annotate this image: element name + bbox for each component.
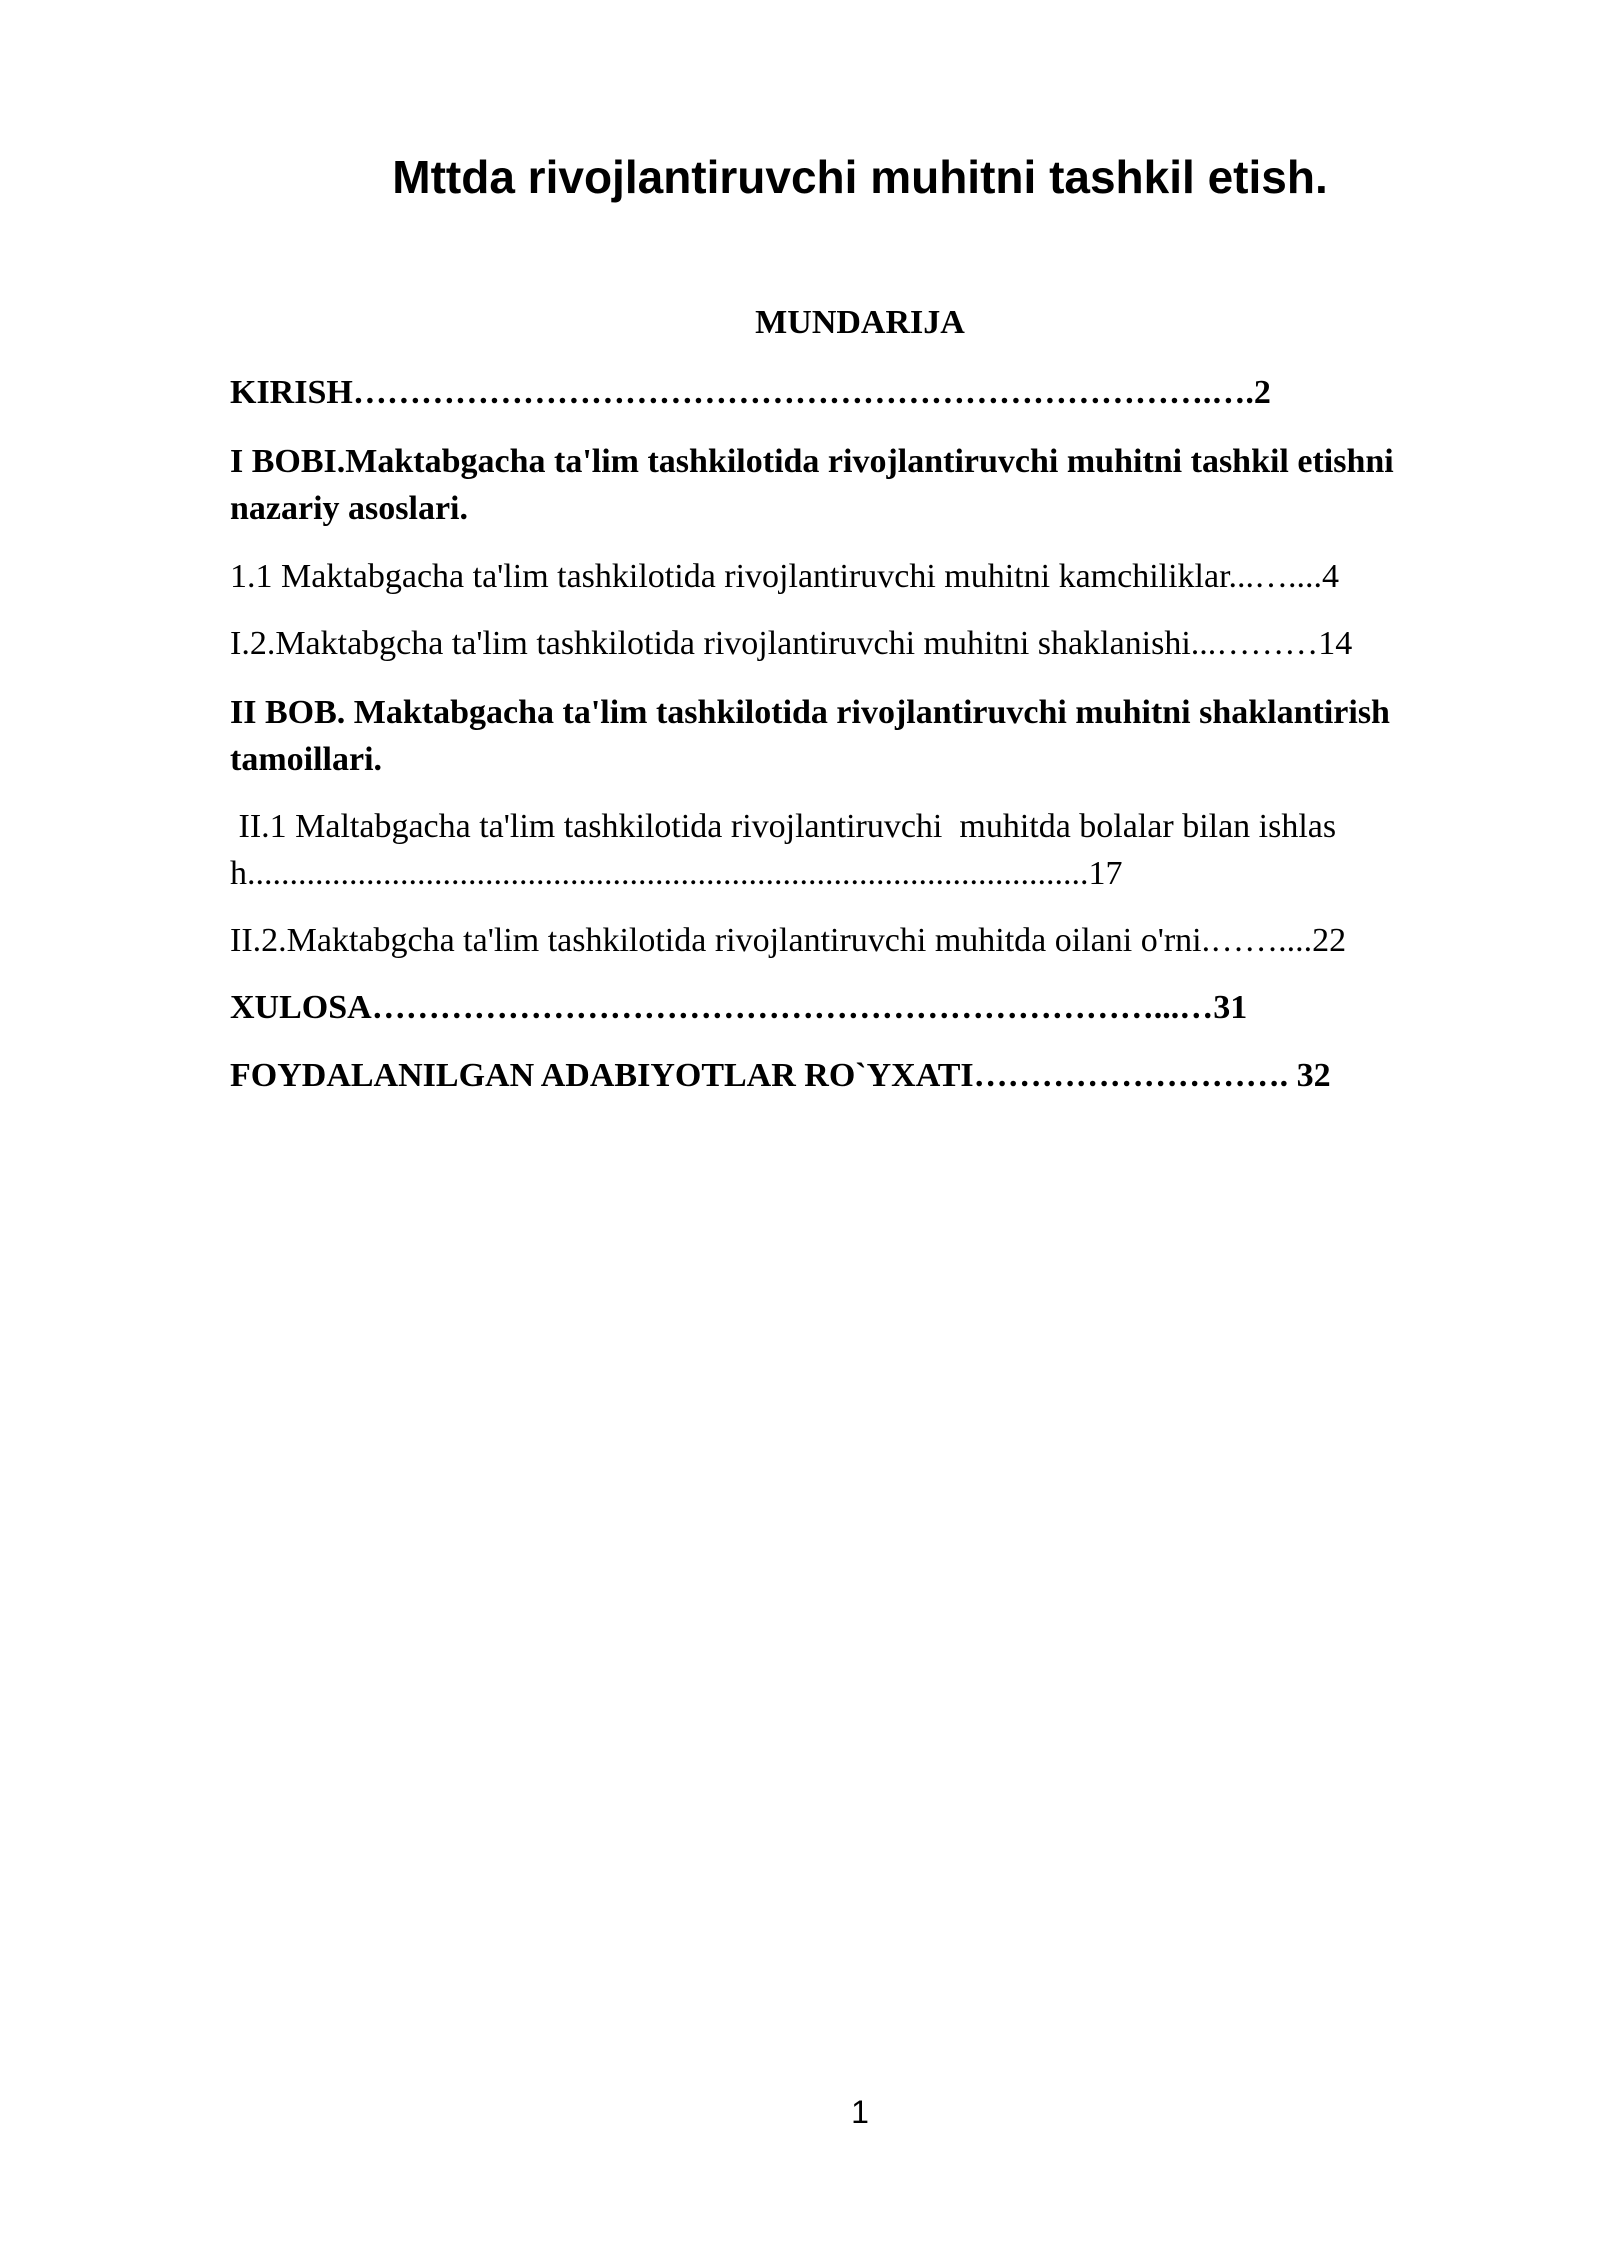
toc-entry-section-1-1: 1.1 Maktabgacha ta'lim tashkilotida rivojlantiruvchi muhitni kamchiliklar...…....4 — [230, 558, 1340, 595]
toc-heading: MUNDARIJA — [755, 304, 965, 341]
toc-entry-xulosa: XULOSA……………………………………………………………...…31 — [230, 989, 1248, 1026]
toc-entry-chapter-2: II BOB. Maktabgacha ta'lim tashkilotida rivojlantiruvchi muhitni shaklantirish tamoillari. — [230, 694, 1390, 778]
toc-entry-section-2-2: II.2.Maktabgcha ta'lim tashkilotida rivojlantiruvchi muhitda oilani o'rni.……....22 — [230, 922, 1347, 959]
toc-entry-bibliography: FOYDALANILGAN ADABIYOTLAR RO`YXATI………………………. 32 — [230, 1057, 1331, 1094]
toc-entry-section-1-2: I.2.Maktabgcha ta'lim tashkilotida rivojlantiruvchi muhitni shaklanishi...………14 — [230, 625, 1353, 662]
document-title: Mttda rivojlantiruvchi muhitni tashkil etish. — [392, 151, 1328, 203]
page-number: 1 — [851, 2094, 869, 2130]
toc-entry-section-2-1: II.1 Maltabgacha ta'lim tashkilotida rivojlantiruvchi muhitda bolalar bilan ishlash...................................................................................................17 — [230, 808, 1337, 892]
toc-entry-chapter-1: I BOBI.Maktabgacha ta'lim tashkilotida rivojlantiruvchi muhitni tashkil etishni nazariy asoslari. — [230, 443, 1394, 527]
toc-entry-kirish: KIRISH………………………………………………………………….….2 — [230, 374, 1271, 411]
